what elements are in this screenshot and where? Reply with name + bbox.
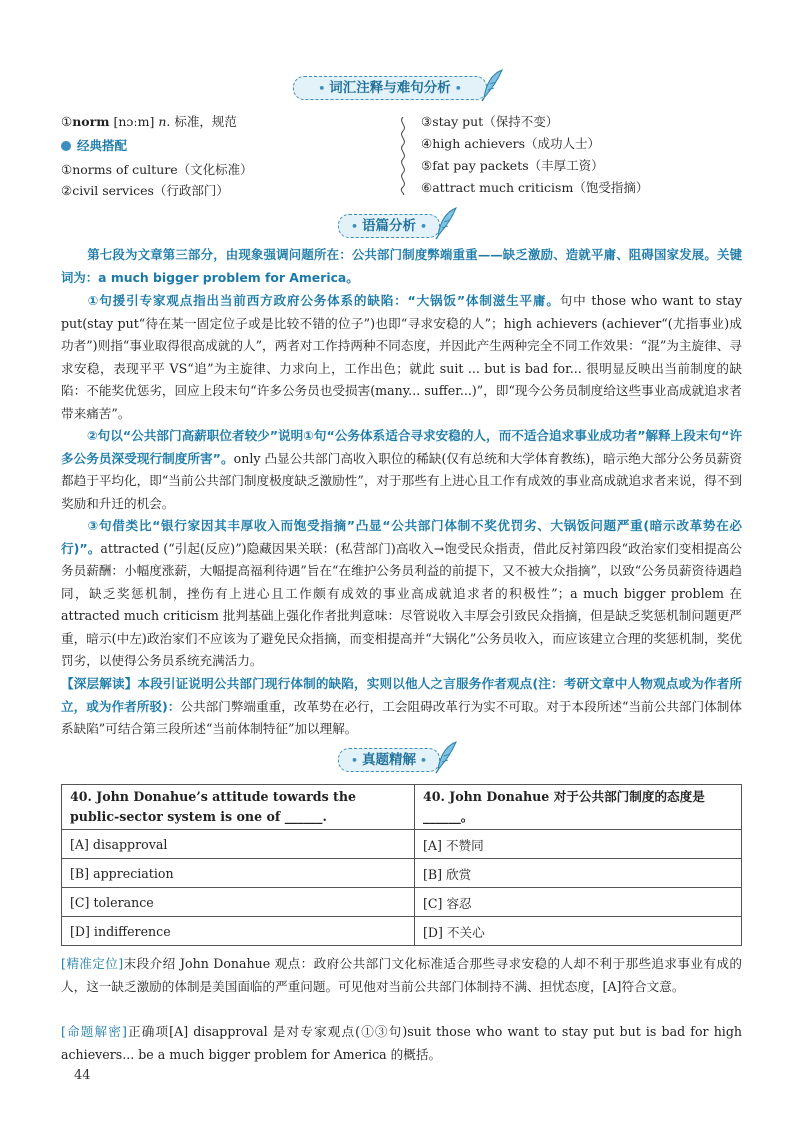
question-stem-en: 40. John Donahue’s attitude towards the public-sector system is one of ______. bbox=[62, 785, 415, 830]
norm-number: ① bbox=[61, 114, 73, 129]
discourse-header-title: 语篇分析 bbox=[362, 218, 416, 234]
vocab-norm-entry bbox=[61, 113, 237, 131]
deep-reading-label: 【深层解读】 bbox=[61, 676, 138, 691]
option-en: [A] disapproval bbox=[62, 830, 415, 859]
feather-pen-icon bbox=[434, 206, 460, 240]
norm-definition: 标准，规范 bbox=[174, 114, 237, 129]
questions-header-pill: • 真题精解 • bbox=[338, 748, 440, 772]
bullet-icon bbox=[61, 141, 71, 151]
table-row bbox=[62, 830, 742, 859]
p2-lead: ②句以“公共部门高薪职位者较少”说明①句“公务体系适合寻求安稳的人，而不适合追求事业成功者”解释上段末句“许多公务员深受现行制度所害”。 bbox=[61, 428, 742, 466]
norm-word: norm bbox=[72, 114, 110, 129]
questions-header-title: 真题精解 bbox=[362, 752, 416, 768]
precise-location-text: 末段介绍 John Donahue 观点：政府公共部门文化标准适合那些寻求安稳的人却不利于那些追求事业有成的人，这一缺乏激励的体制是美国面临的严重问题。可见他对当前公共部门体制持不满、担忧态度，[A]符合文意。 bbox=[61, 956, 742, 994]
collocation-item: ②civil services（行政部门） bbox=[61, 183, 229, 198]
discourse-paragraph-3 bbox=[61, 515, 742, 673]
collocation-label: 经典搭配 bbox=[77, 138, 128, 153]
deep-reading-paragraph bbox=[61, 673, 742, 741]
option-zh: [A] 不赞同 bbox=[415, 830, 742, 859]
discourse-paragraph-1 bbox=[61, 290, 742, 425]
feather-pen-icon bbox=[434, 740, 460, 774]
table-row bbox=[62, 917, 742, 946]
feather-pen-icon bbox=[480, 68, 506, 102]
proposition-decode-text: 正确项[A] disapproval 是对专家观点(①③句)suit those who want to stay put but is bad for high achievers... be a much bigger problem for America 的概括。 bbox=[61, 1024, 743, 1062]
questions-section-header bbox=[0, 748, 800, 778]
vocab-header-pill: • 词汇注释与难句分析 • bbox=[293, 76, 487, 100]
precise-location-paragraph bbox=[61, 953, 742, 998]
p2-body: only 凸显公共部门高收入职位的稀缺(仅有总统和大学体育教练)，暗示绝大部分公务员薪资都趋于平均化，即“当前公共部门制度极度缺乏激励性”，对于那些有上进心且工作有成效的事业高成就追求者来说，得不到奖励和升迁的机会。 bbox=[61, 450, 742, 511]
collocation-item: ①norms of culture（文化标准） bbox=[61, 162, 253, 177]
option-zh: [D] 不关心 bbox=[415, 917, 742, 946]
vocab-header-title: 词汇注释与难句分析 bbox=[329, 80, 451, 96]
proposition-decode-label: [命题解密] bbox=[61, 1024, 127, 1039]
collocation-heading bbox=[61, 137, 127, 155]
p3-lead: ③句借类比“银行家因其丰厚收入而饱受指摘”凸显“公共部门体制不奖优罚劣、大锅饭问题严重(暗示改革势在必行)”。 bbox=[61, 518, 742, 556]
question-table bbox=[61, 784, 742, 946]
p3-body: attracted (“引起(反应)”)隐藏因果关联：(私营部门)高收入→饱受民众指责，借此反衬第四段“政治家们变相提高公务员薪酬：小幅度涨薪，大幅提高福利待遇”旨在“在维护公务员利益的前提下，又不被大众指摘”，以致“公务员薪资待遇趋同，缺乏奖惩机制，挫伤有上进心且工作颇有成效的事业高成就追求者的积极性”；a much bigger problem 在 attracted much criticism 批判基础上强化作者批判意味：尽管说收入丰厚会引致民众指摘，但是缺乏奖惩机制问题更严重，暗示(中左)政治家们不应该为了避免民众指摘，而变相提高并“大锅化”公务员收入，而应该建立合理的奖惩机制，奖优罚劣，以使得公务员系统充满活力。 bbox=[61, 540, 742, 668]
option-zh: [C] 容忍 bbox=[415, 888, 742, 917]
precise-location-label: [精准定位] bbox=[61, 956, 124, 971]
vocab-section-header bbox=[0, 76, 800, 106]
collocation-item: ④high achievers（成功人士） bbox=[421, 136, 601, 151]
discourse-section-header bbox=[0, 214, 800, 244]
option-zh: [B] 欣赏 bbox=[415, 859, 742, 888]
norm-phonetic: [nɔːm] bbox=[113, 114, 155, 129]
discourse-paragraph-2 bbox=[61, 425, 742, 515]
p1-body: 句中 those who want to stay put(stay put“待在某一固定位子或是比较不错的位子”)也即“寻求安稳的人”；high achievers (achiever“(尤指事业)成功者”)则指“事业取得很高成就的人”，两者对工作持两种不同态度，并因此产生两种完全不同工作效果：“混”为主旋律、寻求安稳，表现平平 VS“追”为主旋律、力求向上，工作出色；就此 suit ... but is bad for... 很明显反映出当前制度的缺陷：不能奖优惩劣，回应上段末句“许多公务员也受损害(many... suffer...)”，即“现今公务员制度给这些事业高成就追求者带来痛苦”。 bbox=[61, 293, 742, 421]
discourse-header-pill: • 语篇分析 • bbox=[338, 214, 440, 238]
wavy-divider bbox=[398, 117, 408, 195]
collocation-item: ⑤fat pay packets（丰厚工资） bbox=[421, 158, 604, 173]
collocation-item: ⑥attract much criticism（饱受指摘） bbox=[421, 180, 649, 195]
discourse-intro bbox=[61, 244, 742, 289]
table-row bbox=[62, 785, 742, 830]
deep-reading-lead: 本段引证说明公共部门现行体制的缺陷，实则以他人之言服务作者观点(注：考研文章中人物观点或为作者所立，或为作者所驳)： bbox=[61, 676, 743, 714]
option-en: [D] indifference bbox=[62, 917, 415, 946]
table-row bbox=[62, 888, 742, 917]
page-number: 44 bbox=[74, 1068, 91, 1083]
collocation-item: ③stay put（保持不变） bbox=[421, 114, 559, 129]
deep-reading-body: 公共部门弊端重重，改革势在必行，工会阻碍改革行为实不可取。对于本段所述“当前公共部门体制体系缺陷”可结合第三段所述“当前体制特征”加以理解。 bbox=[61, 698, 742, 736]
option-en: [B] appreciation bbox=[62, 859, 415, 888]
p1-lead: ①句援引专家观点指出当前西方政府公务体系的缺陷：“大锅饭”体制滋生平庸。 bbox=[87, 293, 560, 308]
question-stem-zh: 40. John Donahue 对于公共部门制度的态度是______。 bbox=[415, 785, 742, 830]
discourse-intro-text: 第七段为文章第三部分，由现象强调问题所在：公共部门制度弊端重重——缺乏激励、造就平庸、阻碍国家发展。关键词为：a much bigger problem for America。 bbox=[61, 247, 742, 285]
norm-pos: n. bbox=[158, 114, 171, 129]
option-en: [C] tolerance bbox=[62, 888, 415, 917]
proposition-decode-paragraph bbox=[61, 1021, 742, 1066]
table-row bbox=[62, 859, 742, 888]
